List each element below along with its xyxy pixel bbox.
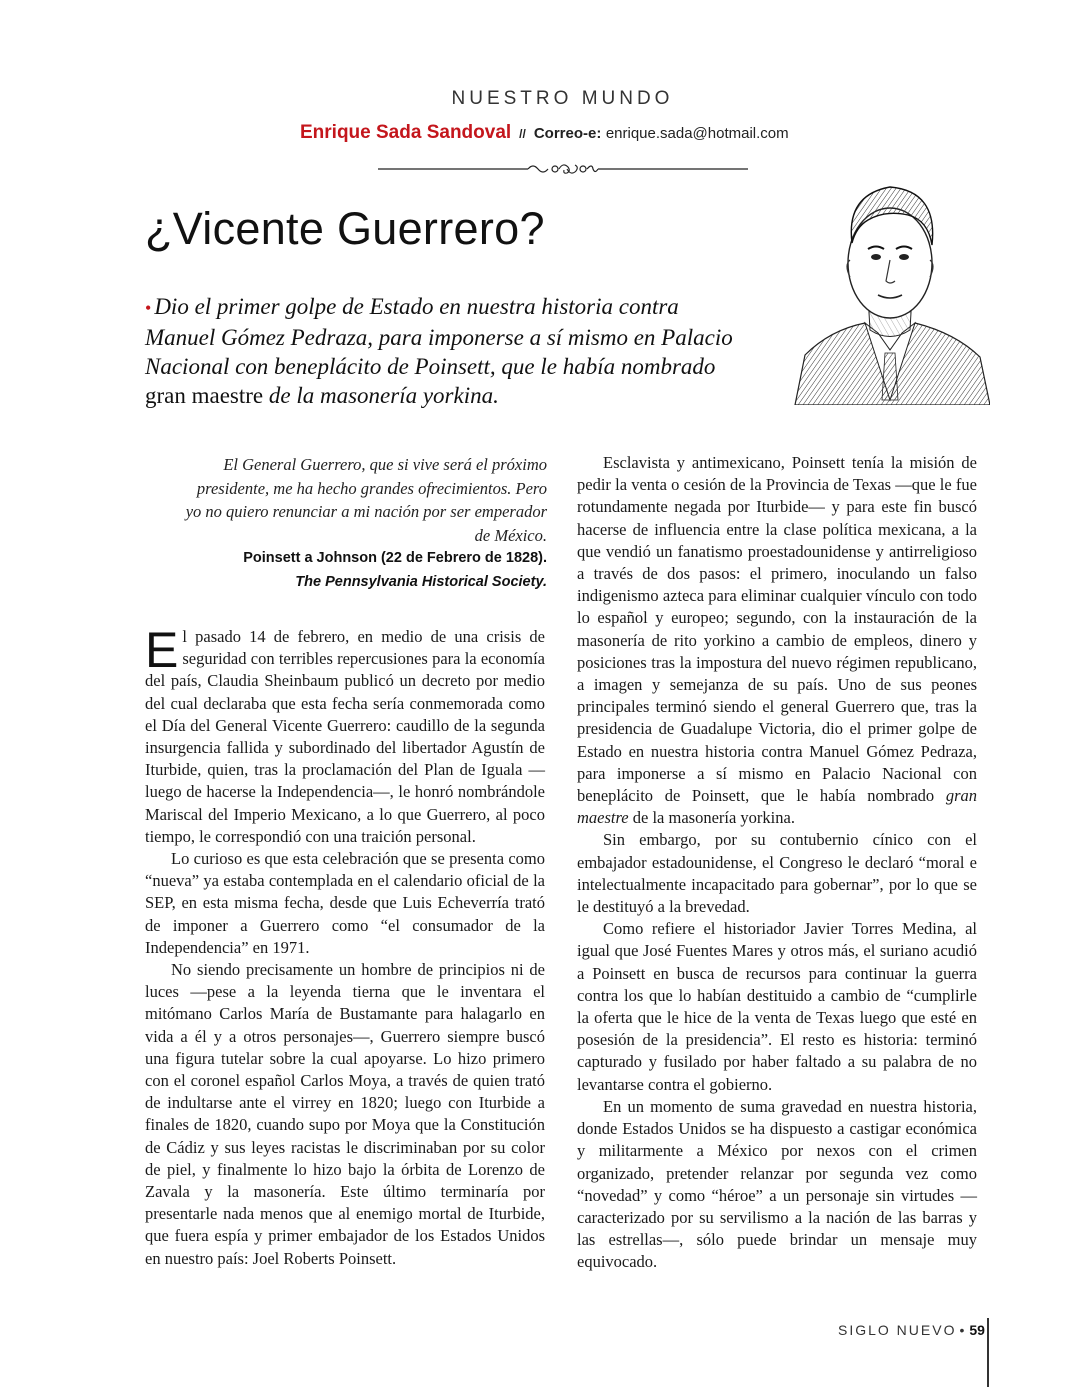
body-paragraph-text: Esclavista y antimexicano, Poinsett tenía la misión de pedir la venta o cesión de la Provincia de Texas —que le fue rotundamente negada por Iturbide— y para este fin buscó hacerse de influencia entre la clase política mexicana, a la que vendió un fanatismo proestadounidense y antirreligioso a través de dos pasos: el primero, inoculando un falso indigenismo azteca para eliminar cualquier vínculo con todo lo español y europeo; segundo, con la instauración de la masonería de rito yorkino a cambio de empleos, dinero y posiciones tras la impostura del nuevo régimen republicano, a imagen y semejanza de su país. Uno de sus peones principales terminó siendo el general Guerrero que, tras la presidencia de Guadalupe Victoria, dio el primer golpe de Estado en nuestra historia contra Manuel Gómez Pedraza, para imponerse a sí mismo en Palacio Nacional con beneplácito de Poinsett, que le había nombrado (577, 453, 977, 806)
body-paragraph: Lo curioso es que esta celebración que se presenta como “nueva” ya estaba contemplada en el calendario oficial de la SEP, en esta misma fecha, desde que Luis Echeverría trató de imponer a Guerrero como “el consumador de la Independencia” en 1971. (145, 849, 545, 957)
article-column-right (577, 452, 977, 1274)
lede-text-3: de la masonería yorkina. (263, 383, 499, 408)
body-paragraph (145, 622, 545, 848)
email-label: Correo-e: (533, 125, 602, 142)
body-paragraph: No siendo precisamente un hombre de principios ni de luces —pese a la leyenda tierna que le inventara el mitómano Carlos María de Bustamante para halagarlo en vida a él y a otros personajes—, Guerrero siempre buscó una figura tutelar sobre la cual apoyarse. Lo hizo primero con el coronel español Carlos Moya, a través de quien trató de indultarse ante el virrey en 1820; luego con Iturbide a finales de 1820, cuando supo por Moya que la Constitución de Cádiz y sus leyes racistas le discriminaban por su color de piel, y finalmente lo hizo bajo la órbita de Lorenzo de Zavala y la masonería. Este último terminaría por presentarle nada menos que al enemigo mortal de Iturbide, que fuera espía y primer embajador de los Estados Unidos en nuestro país: Joel Roberts Poinsett. (145, 960, 545, 1268)
body-paragraph: Como refiere el historiador Javier Torres Medina, al igual que José Fuentes Mares y otros más, el suriano acudió a Poinsett en busca de recursos para continuar la guerra contra los que lo habían destituido a cambio de “cumplirle la oferta que le hice de la venta de Texas luego que esté en posesión de la presidencia”. El resto es historia: terminó capturado y fusilado por haber faltado a su palabra de no levantarse contra el gobierno. (577, 919, 977, 1094)
page-number: 59 (969, 1322, 985, 1338)
lede-text-1: Dio el primer golpe de Estado en nuestra historia contra Manuel Gómez Pedraza, para imponerse a sí mismo en Palacio Nacional con beneplácito de Poinsett, que le había nombrado (145, 294, 733, 379)
lede-bullet: • (145, 298, 152, 318)
byline (300, 122, 860, 144)
magazine-name: SIGLO NUEVO (838, 1322, 957, 1338)
body-paragraph: Sin embargo, por su contubernio cínico con el embajador estadounidense, el Congreso le declaró “moral e intelectualmente incapacitado para gobernar”, por lo que se le destituyó a la brevedad. (577, 830, 977, 917)
ornament-divider (378, 158, 748, 180)
body-paragraph: En un momento de suma gravedad en nuestra historia, donde Estados Unidos se ha dispuesto a castigar económica y militarmente a México por nexos con el crimen organizado, pretender relanzar por segunda vez como “novedad” y como “héroe” a un personaje sin virtudes —caracterizado por su servilismo a la nación de las barras y las estrellas—, sólo puede brindar un mensaje muy equivocado. (577, 1096, 977, 1272)
body-paragraph-text: l pasado 14 de febrero, en medio de una crisis de seguridad con terribles repercusiones para la economía del país, Claudia Sheinbaum publicó un decreto por medio del cual declaraba que esta fecha sería conmemorada como el Día del General Vicente Guerrero: caudillo de la segunda insurgencia fallida y subordinado del libertador Agustín de Iturbide, quien, tras la proclamación del Plan de Iguala —luego de hacerse la Independencia—, le honró nombrándole Mariscal del Imperio Mexicano, a lo que Guerrero, al poco tiempo, le correspondió con una traición personal. (145, 627, 545, 846)
article-column-left (145, 622, 545, 1270)
epigraph-quote: El General Guerrero, que si vive será el próximo presidente, me ha hecho grandes ofrecimientos. Pero yo no quiero renunciar a mi nación por ser emperador de México. (185, 455, 547, 545)
author-email: enrique.sada@hotmail.com (605, 125, 789, 142)
byline-separator: // (519, 127, 526, 141)
author-name: Enrique Sada Sandoval (300, 122, 512, 143)
epigraph-source-publication: The Pennsylvania Historical Society. (295, 573, 547, 590)
article-lede (145, 292, 735, 410)
article-title: ¿Vicente Guerrero? (145, 203, 545, 254)
page-footer (838, 1322, 985, 1338)
footer-dot: • (959, 1322, 967, 1338)
footer-rule (987, 1318, 989, 1387)
epigraph-source: Poinsett a Johnson (22 de Febrero de 1828). (243, 550, 547, 566)
body-paragraph (577, 452, 977, 829)
section-label: NUESTRO MUNDO (451, 88, 674, 109)
drop-cap: E (145, 622, 179, 678)
lede-text-2: gran maestre (145, 383, 264, 408)
body-emphasis: gran maestre (577, 786, 977, 828)
body-paragraph-text: de la masonería yorkina. (628, 808, 795, 828)
author-portrait (790, 165, 990, 405)
epigraph (180, 453, 547, 594)
